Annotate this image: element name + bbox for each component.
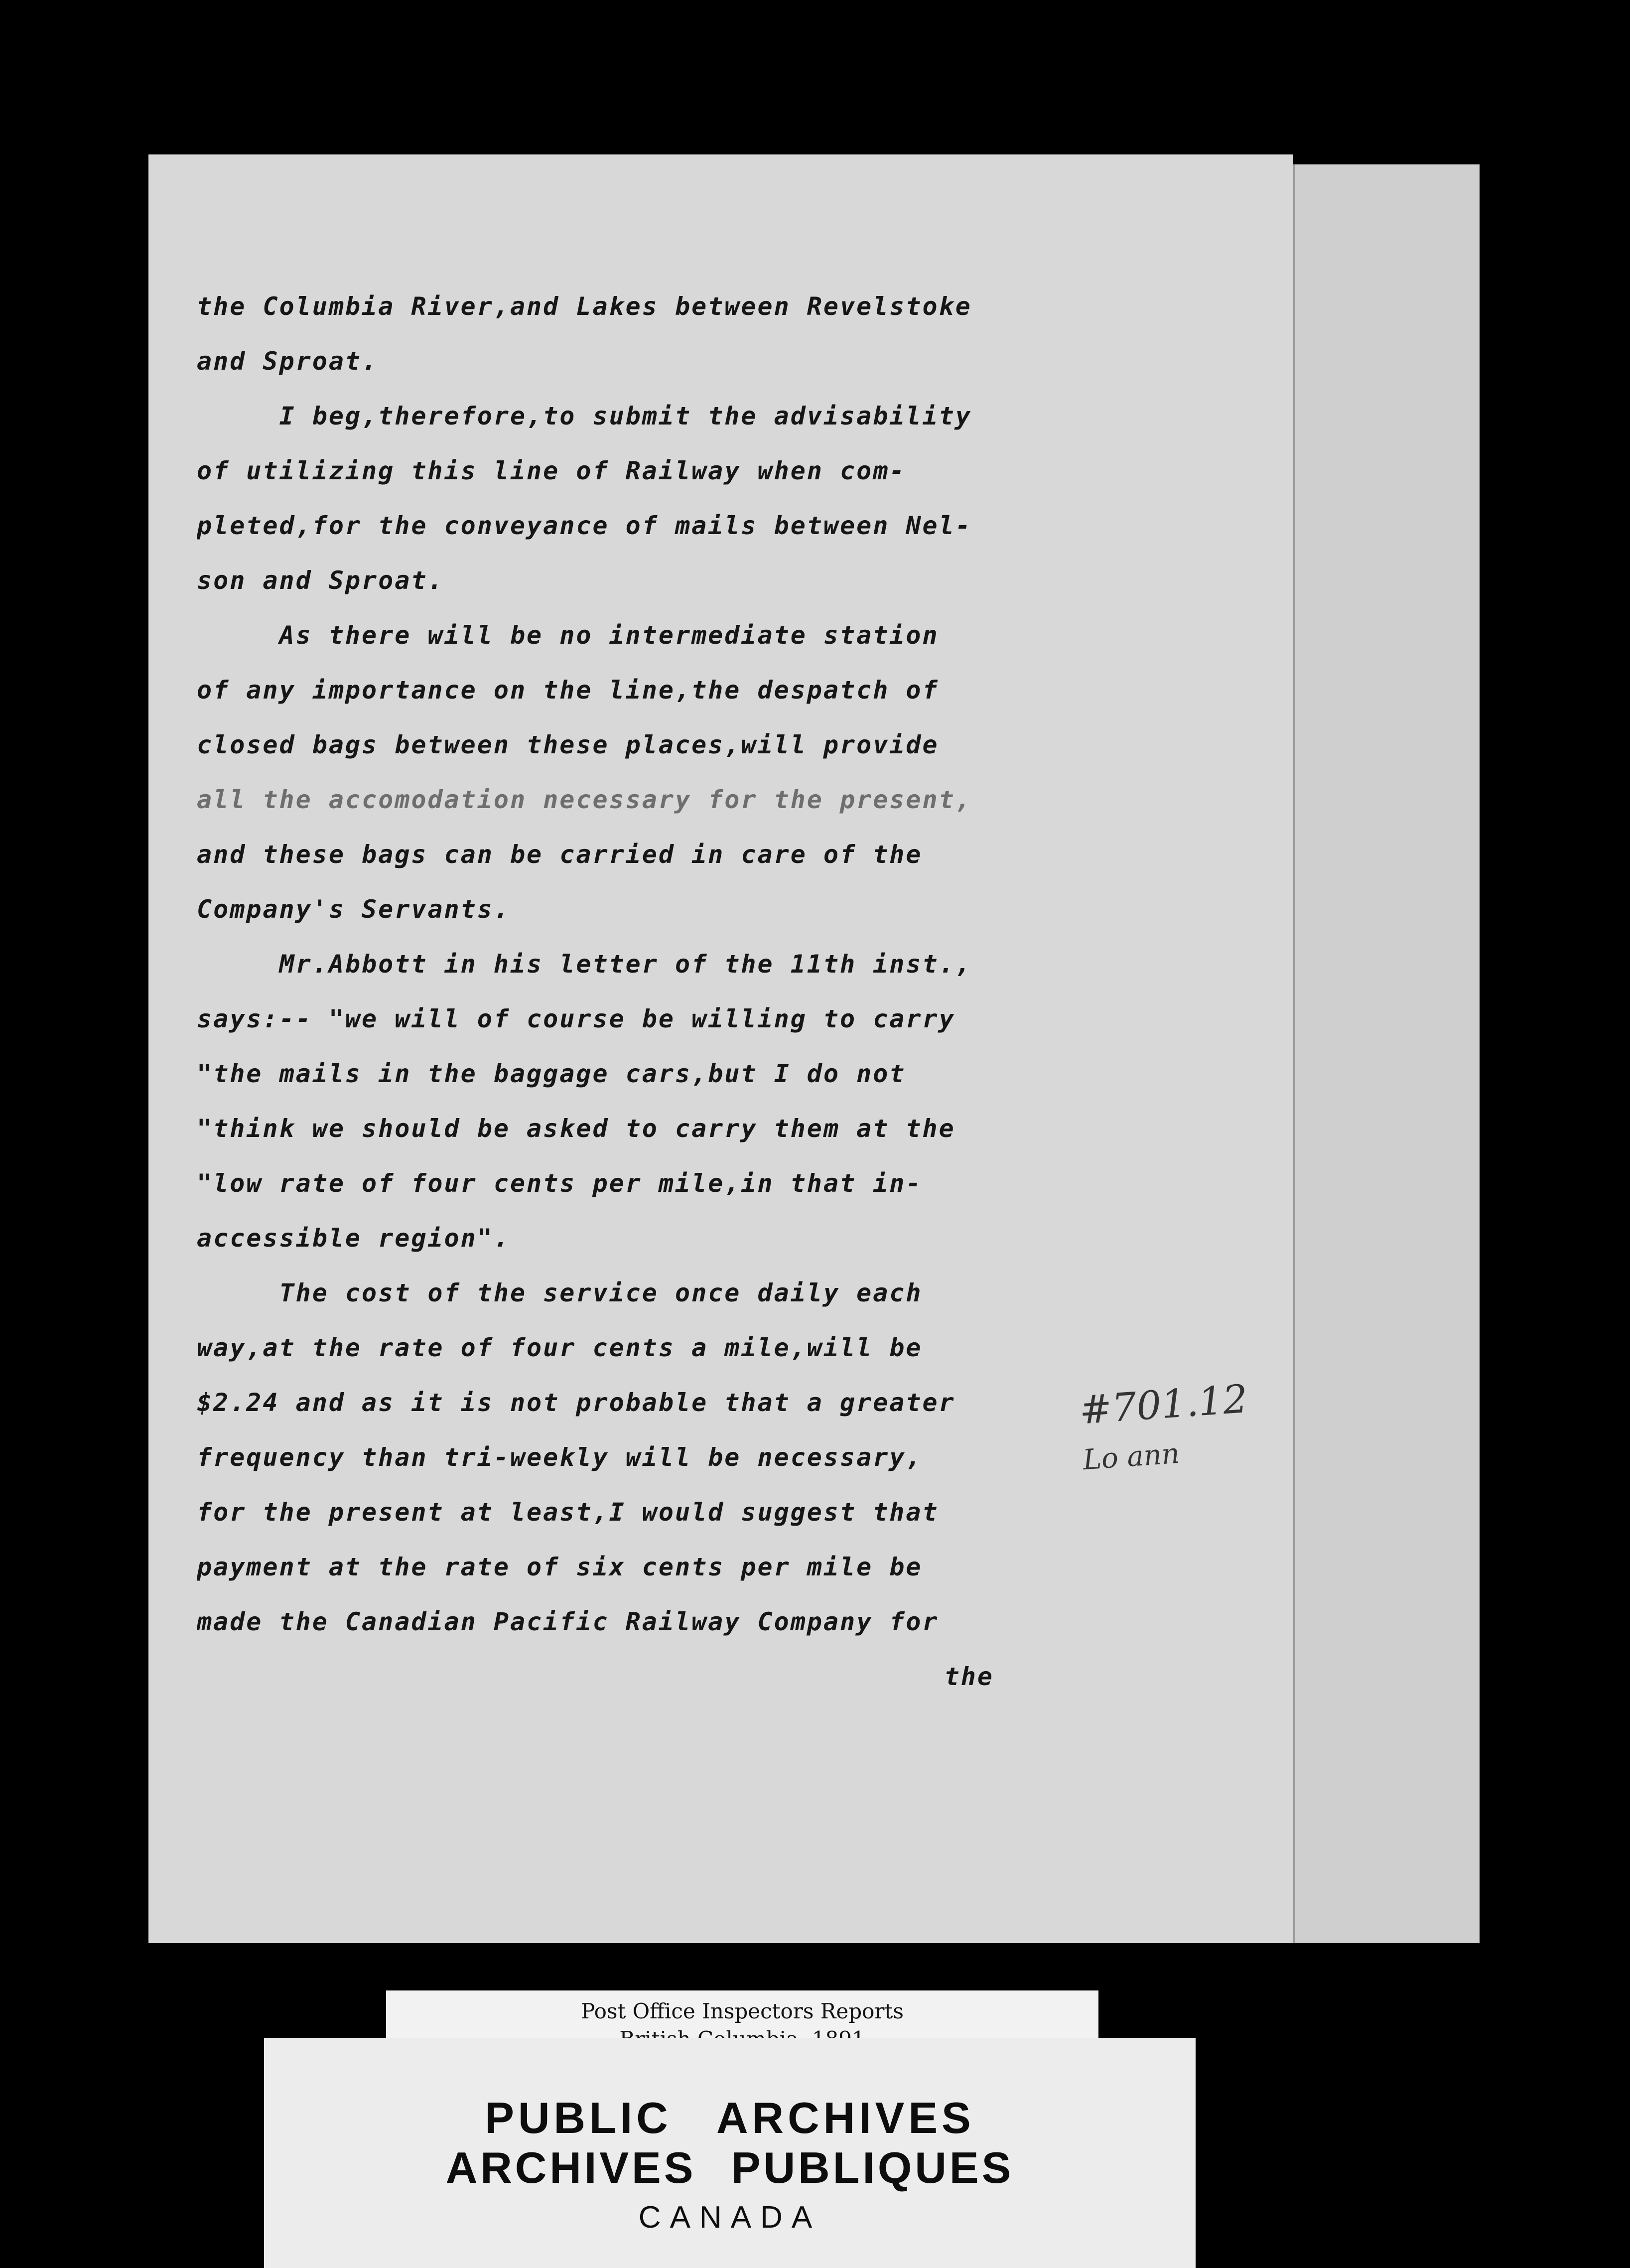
archive-stamp	[264, 2038, 1196, 2268]
archive-label-line: Post Office Inspectors Reports	[581, 1999, 904, 2023]
letter-line: way,at the rate of four cents a mile,will be	[197, 1333, 923, 1362]
letter-line: says:-- "we will of course be willing to carry	[197, 1004, 955, 1033]
letter-line: accessible region".	[197, 1224, 510, 1253]
letter-line: son and Sproat.	[197, 566, 444, 595]
folded-page-edge	[1293, 164, 1480, 1943]
letter-line-catchword: the	[944, 1662, 994, 1691]
letter-line: Company's Servants.	[197, 895, 510, 924]
letter-line: for the present at least,I would suggest that	[197, 1498, 939, 1527]
letter-body	[197, 279, 1054, 1704]
letter-line: "low rate of four cents per mile,in that in-	[197, 1169, 923, 1198]
letter-line: all the accomodation necessary for the present,	[197, 785, 972, 814]
letter-line: "the mails in the baggage cars,but I do not	[197, 1059, 906, 1088]
letter-line: I beg,therefore,to submit the advisability	[197, 402, 972, 430]
stamp-line-french: ARCHIVES PUBLIQUES	[445, 2143, 1014, 2192]
letter-line: made the Canadian Pacific Railway Company for	[197, 1607, 939, 1636]
letter-line: $2.24 and as it is not probable that a greater	[197, 1388, 955, 1417]
letter-line: closed bags between these places,will provide	[197, 730, 939, 759]
letter-line: The cost of the service once daily each	[197, 1278, 923, 1307]
letter-line: pleted,for the conveyance of mails between Nel-	[197, 511, 972, 540]
margin-note-number: #701.12	[1078, 1377, 1249, 1433]
letter-line: and these bags can be carried in care of the	[197, 840, 923, 869]
handwritten-margin-note	[1078, 1375, 1248, 1486]
letter-line: and Sproat.	[197, 347, 379, 376]
margin-note-text: Lo ann	[1082, 1437, 1181, 1477]
letter-line: As there will be no intermediate station	[197, 621, 939, 650]
letter-line: the Columbia River,and Lakes between Revelstoke	[197, 292, 972, 321]
stamp-line-english: PUBLIC ARCHIVES	[485, 2093, 975, 2142]
letter-line: "think we should be asked to carry them at the	[197, 1114, 955, 1143]
letter-line: payment at the rate of six cents per mile be	[197, 1553, 923, 1581]
letter-line: Mr.Abbott in his letter of the 11th inst.,	[197, 950, 972, 979]
letter-line: of any importance on the line,the despatch of	[197, 676, 939, 705]
stamp-line-country: CANADA	[638, 2200, 821, 2235]
letter-line: frequency than tri-weekly will be necessary,	[197, 1443, 923, 1472]
letter-line: of utilizing this line of Railway when com-	[197, 456, 906, 485]
